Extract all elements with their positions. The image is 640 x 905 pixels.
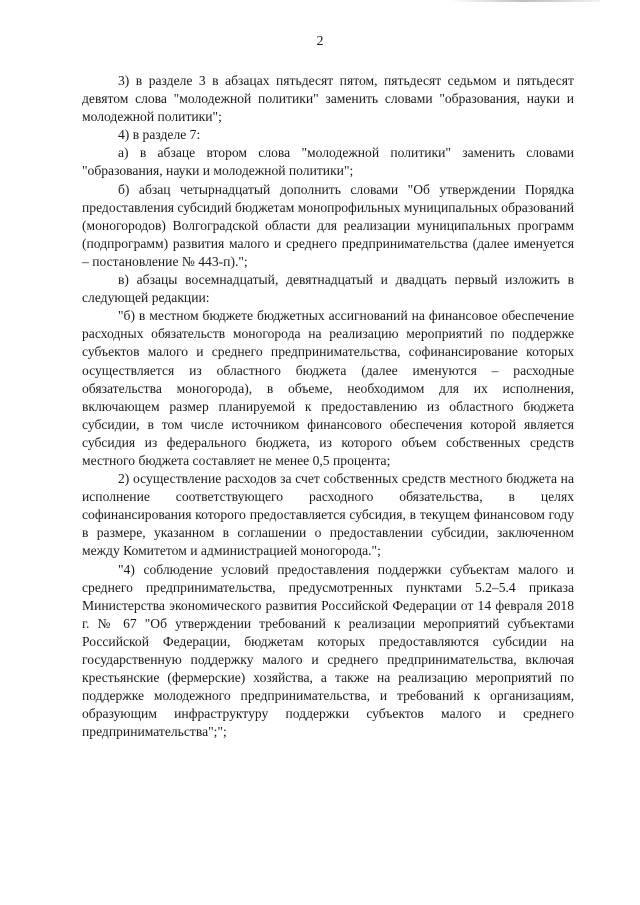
paragraph-support-conditions: "4) соблюдение условий предоставления поддержки субъектам малого и среднего предпринимательства, предусмотренных пунктами 5.2–5.4 приказа Министерства экономического развития Российской Федерации от 14 февраля 2018 г. № 67 "Об утверждении требований к реализации мероприятий субъектами Российской Федерации, бюджетам которых предоставляются субсидии на государственную поддержку малого и среднего предпринимательства, включая крестьянские (фермерские) хозяйства, а также на реализацию мероприятий по поддержке молодежного предпринимательства, и требований к организациям, образующим инфраструктуру поддержки субъектов малого и среднего предпринимательства";"; [82,561,574,740]
paragraph-budget-allocations: "б) в местном бюджете бюджетных ассигнований на финансовое обеспечение расходных обязательств моногорода на реализацию мероприятий по поддержке субъектов малого и среднего предпринимательства, софинансирование которых осуществляется из областного бюджета (далее именуются – расходные обязательства моногорода), в объеме, необходимом для их исполнения, включающем размер планируемой к предоставлению из областного бюджета субсидии, в том числе источником финансового обеспечения которой является субсидия из федерального бюджета, из которого объем собственных средств местного бюджета составляет не менее 0,5 процента; [82,308,574,468]
paragraph-section7-heading: 4) в разделе 7: [118,127,201,143]
scan-edge-mark [450,0,600,2]
paragraph-item-b: б) абзац четырнадцатый дополнить словами "Об утверждении Порядка предоставления субсидий бюджетам монопрофильных муниципальных образований (моногородов) Волгоградской области для реализации муниципальных программ (подпрограмм) развития малого и среднего предпринимательства (далее именуется – постановление № 443-п)."; [82,181,574,269]
page-number: 2 [316,34,324,49]
document-body [82,72,574,741]
paragraph-item-a: а) в абзаце втором слова "молодежной политики" заменить словами "образования, науки и молодежной политики"; [82,145,574,179]
paragraph-own-funds-expenses: 2) осуществление расходов за счет собственных средств местного бюджета на исполнение соответствующего расходного обязательства, в целях софинансирования которого предоставляется субсидия, в текущем финансовом году в размере, указанном в соглашении о предоставлении субсидии, заключенном между Комитетом и администрацией моногорода."; [82,471,574,559]
paragraph-item-v: в) абзацы восемнадцатый, девятнадцатый и двадцать первый изложить в следующей редакции: [82,272,574,306]
paragraph-section3-amendment: 3) в разделе 3 в абзацах пятьдесят пятом, пятьдесят седьмом и пятьдесят девятом слова "молодежной политики" заменить словами "образования, науки и молодежной политики"; [82,73,574,125]
